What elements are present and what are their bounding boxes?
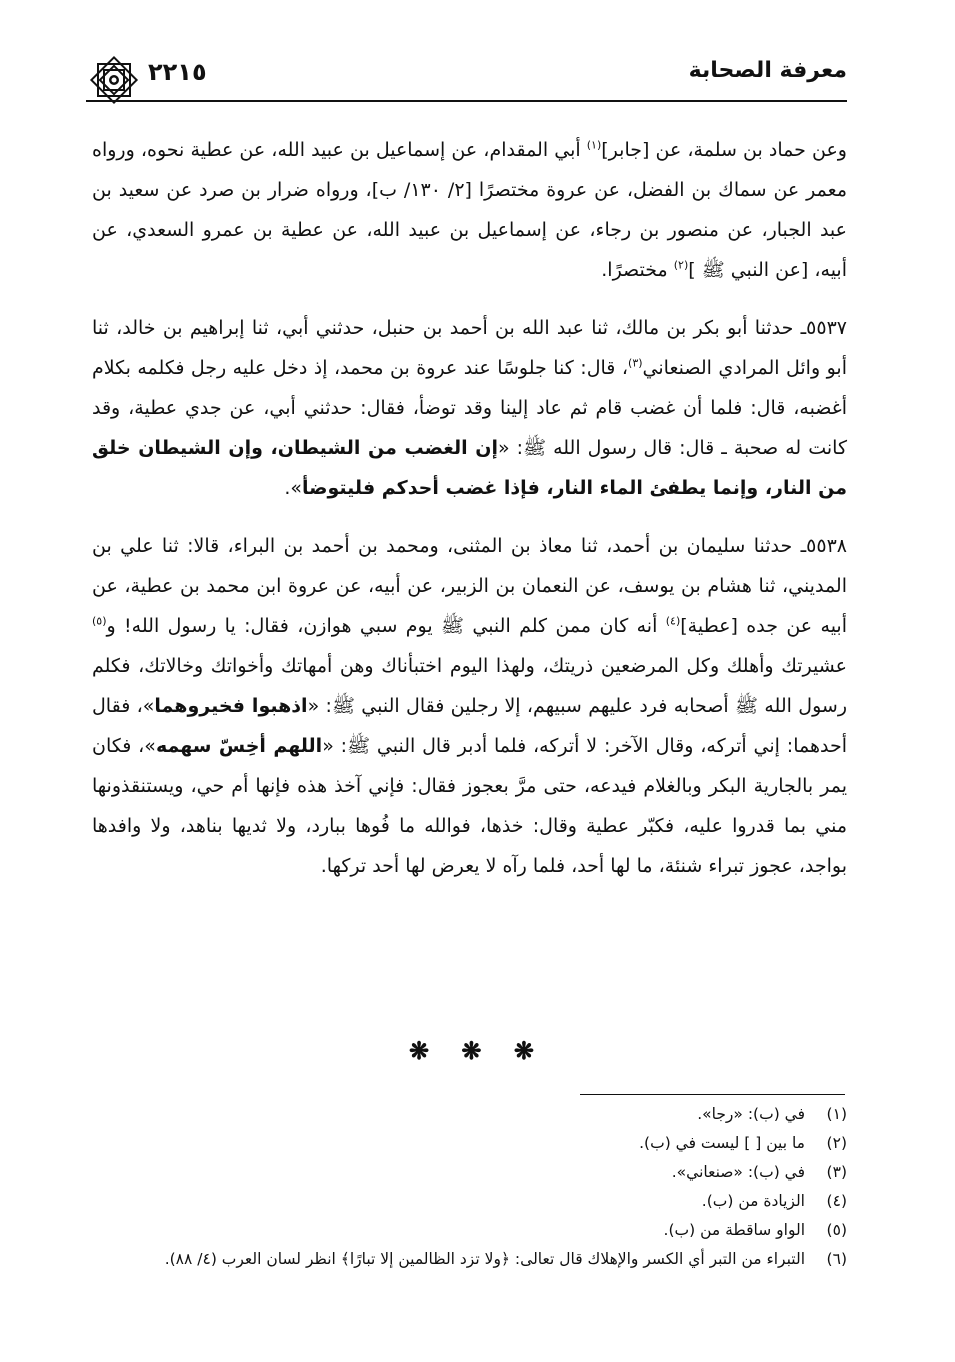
text-run: وعن حماد بن سلمة، عن [جابر] xyxy=(601,139,847,161)
footnote-text: ما بين [ ] ليست في (ب). xyxy=(639,1134,805,1152)
footnote-marker: (٤) xyxy=(665,614,681,628)
text-run: مختصرًا. xyxy=(601,259,674,281)
main-text xyxy=(92,130,847,904)
text-run: ٥٥٣٨ـ حدثنا سليمان بن أحمد، ثنا معاذ بن المثنى، ومحمد بن أحمد بن البراء، قالا: ثنا علي بن المديني، ثنا هشام بن يوسف، عن النعمان بن الزبير، عن أبيه، عن عروة ابن محمد بن عطية، عن أبيه عن جده [عطية] xyxy=(92,535,847,637)
footnote xyxy=(92,1158,847,1187)
hadith-text: اللهم أخِسّ سهمه xyxy=(155,735,323,757)
footnote xyxy=(92,1100,847,1129)
hadith-text: إن الغضب من الشيطان، وإن الشيطان خلق من النار، وإنما يطفئ الماء النار، فإذا غضب أحدكم فليتوضأ xyxy=(92,437,847,499)
text-run: »، فقال أحدهما: إني أتركه، وقال الآخر: لا أتركه، فلما أدبر قال النبي ﷺ: « xyxy=(92,695,847,757)
footnote-text: في (ب): «رجا». xyxy=(697,1105,805,1123)
running-header-title: معرفة الصحابة xyxy=(688,58,847,83)
footnote-number: (٢) xyxy=(826,1134,847,1152)
text-run: »، فكان يمر بالجارية البكر وبالغلام فيدعه، حتى مرَّ بعجوز فقال: فإني آخذ هذه فإنها أم حي، ويستنقذونها مني بما قدروا عليه، فكبّر عطية وقال: خذها، فوالله ما فُوها ببارد، ولا ثديها بناهد، ولا وافدها بواجد، عجوز تبراء شنئة، ما لها أحد، فلما رآه لا يعرض لها أحد تركها. xyxy=(92,735,847,877)
footnote-rule xyxy=(580,1094,845,1095)
footnote xyxy=(92,1187,847,1216)
footnote xyxy=(92,1216,847,1245)
text-run: ٥٥٣٧ـ حدثنا أبو بكر بن مالك، ثنا عبد الله بن أحمد بن حنبل، حدثني أبي، ثنا إبراهيم بن خالد، ثنا أبو وائل المرادي الصنعاني xyxy=(92,317,847,379)
footnote-number: (١) xyxy=(826,1105,847,1123)
text-run: عشيرتك وأهلك وكل المرضعين ذريتك، ولهذا اليوم اختبأناك وهن أمهاتك وأخواتك وخالاتك، فكلم رسول الله ﷺ أصحابه فرد عليهم سبيهم، إلا رجلين فقال النبي ﷺ: « xyxy=(92,655,847,717)
section-separator: ❋ ❋ ❋ xyxy=(408,1036,547,1065)
text-run: أنه كان ممن كلم النبي ﷺ يوم سبي هوازن، فقال: يا رسول الله! و xyxy=(106,615,666,637)
header-rule xyxy=(86,100,847,102)
footnote-number: (٦) xyxy=(826,1250,847,1268)
page-number: ٢٢١٥ xyxy=(148,58,207,86)
footnote-text: الزيادة من (ب). xyxy=(701,1192,805,1210)
footnote-marker: (٢) xyxy=(673,258,689,272)
footnote xyxy=(92,1129,847,1158)
footnote-text: في (ب): «صنعاني». xyxy=(671,1163,805,1181)
hadith-text: اذهبوا فخيروهما xyxy=(154,695,308,717)
footnote-text: الواو ساقطة من (ب). xyxy=(663,1221,805,1239)
footnote-number: (٤) xyxy=(826,1192,847,1210)
footnote-marker: (٣) xyxy=(628,356,643,370)
footnote-number: (٥) xyxy=(826,1221,847,1239)
text-run: ، قال: كنا جلوسًا عند عروة بن محمد، إذ دخل عليه رجل فكلمه بكلام أغضبه، قال: فلما أن غضب قام ثم عاد إلينا وقد توضأ، فقال: حدثني أبي، عن جدي عطية، وقد كانت له صحبة ـ قال: قال رسول الله ﷺ: « xyxy=(92,357,847,459)
paragraph xyxy=(92,130,847,290)
footnote-text: التبراء من التبر أي الكسر والإهلاك قال تعالى: ﴿ولا تزد الظالمين إلا تبارًا﴾ انظر لسان العرب (٤/ ٨٨). xyxy=(164,1250,805,1268)
footnote-marker: (٥) xyxy=(92,614,107,628)
text-run: ». xyxy=(284,477,303,499)
footnote-number: (٣) xyxy=(826,1163,847,1181)
footnote xyxy=(92,1245,847,1274)
footnotes xyxy=(92,1100,847,1274)
text-run: أبي المقدام، عن إسماعيل بن عبيد الله، عن عطية نحوه، ورواه معمر عن سماك بن الفضل، عن عروة مختصرًا [٢/ ١٣٠/ ب]، ورواه ضرار بن صرد عن سعيد بن عبد الجبار، عن منصور بن رجاء، عن إسماعيل بن عبيد الله، عن عطية بن عمرو السعدي، عن أبيه، [عن النبي ﷺ ] xyxy=(92,139,847,281)
paragraph xyxy=(92,308,847,508)
footnote-marker: (١) xyxy=(586,138,602,152)
paragraph xyxy=(92,526,847,886)
